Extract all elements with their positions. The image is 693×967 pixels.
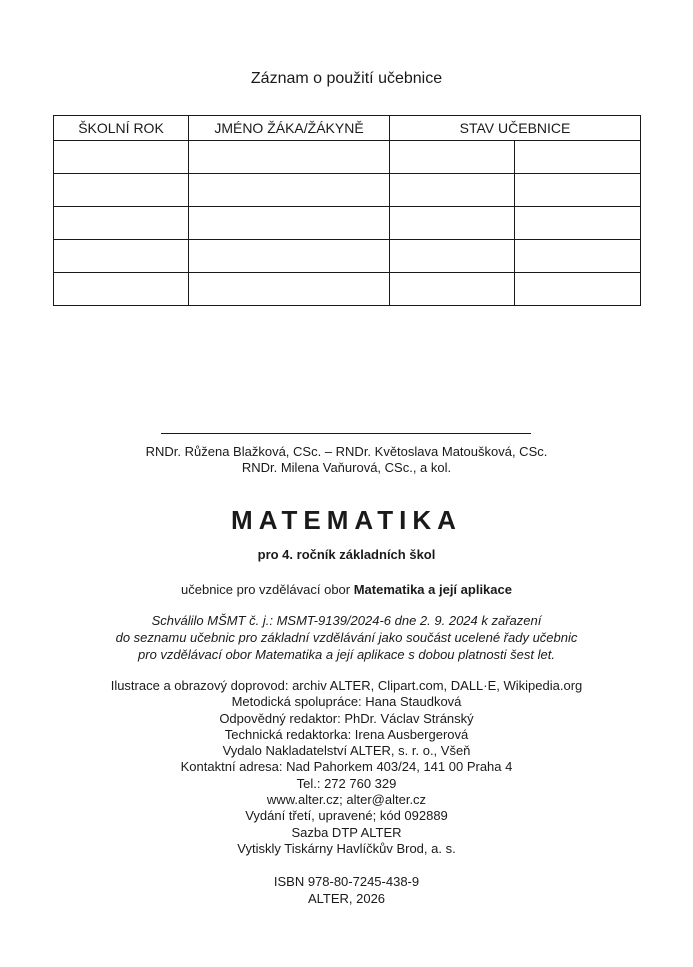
table-cell (189, 141, 390, 174)
table-cell (54, 240, 189, 273)
divider-rule (161, 433, 531, 434)
table-row (54, 207, 641, 240)
table-cell (54, 273, 189, 306)
isbn-line: ISBN 978-80-7245-438-9 (273, 874, 420, 889)
credits-publisher: Vydalo Nakladatelství ALTER, s. r. o., Všeň (222, 743, 471, 759)
table-row (54, 141, 641, 174)
table-cell (515, 273, 641, 306)
subject-line (0, 582, 693, 597)
record-title: Záznam o použití učebnice (250, 70, 443, 87)
isbn-block (0, 874, 693, 907)
header-school-year: ŠKOLNÍ ROK (54, 116, 189, 141)
table-cell (390, 174, 515, 207)
approval-block (0, 612, 693, 663)
credits-edition: Vydání třetí, upravené; kód 092889 (245, 808, 448, 824)
credits-methodology: Metodická spolupráce: Hana Staudková (231, 694, 462, 710)
credits-web: www.alter.cz; alter@alter.cz (266, 792, 427, 808)
table-row (54, 174, 641, 207)
authors-block (0, 444, 693, 476)
table-cell (54, 174, 189, 207)
publisher-year: ALTER, 2026 (307, 890, 386, 906)
credits-illustrations: Ilustrace a obrazový doprovod: archiv ALTER, Clipart.com, DALL·E, Wikipedia.org (110, 678, 583, 693)
credits-block (0, 678, 693, 857)
table-cell (515, 174, 641, 207)
credits-printer: Vytiskly Tiskárny Havlíčkův Brod, a. s. (237, 840, 456, 856)
credits-technical-editor: Technická redaktorka: Irena Ausbergerová (224, 726, 469, 742)
book-title: MATEMATIKA (231, 505, 462, 535)
table-cell (515, 141, 641, 174)
approval-line: pro vzdělávací obor Matematika a její aplikace s dobou platnosti šest let. (138, 647, 555, 662)
book-subtitle: pro 4. ročník základních škol (257, 547, 436, 562)
table-cell (189, 273, 390, 306)
subject-name: Matematika a její aplikace (353, 582, 512, 597)
credits-editor: Odpovědný redaktor: PhDr. Václav Stránský (219, 710, 474, 726)
header-book-condition: STAV UČEBNICE (390, 116, 641, 141)
approval-line: do seznamu učebnic pro základní vzdělávání jako součást ucelené řady učebnic (115, 630, 578, 645)
table-cell (390, 273, 515, 306)
table-cell (54, 141, 189, 174)
usage-record-table (53, 115, 641, 306)
table-row (54, 273, 641, 306)
authors-line: RNDr. Milena Vaňurová, CSc., a kol. (241, 460, 452, 475)
credits-phone: Tel.: 272 760 329 (296, 775, 397, 791)
table-cell (189, 207, 390, 240)
table-cell (390, 207, 515, 240)
credits-address: Kontaktní adresa: Nad Pahorkem 403/24, 141 00 Praha 4 (180, 759, 513, 775)
table-cell (189, 174, 390, 207)
header-student-name: JMÉNO ŽÁKA/ŽÁKYNĚ (189, 116, 390, 141)
table-cell (515, 240, 641, 273)
table-cell (390, 240, 515, 273)
table-cell (189, 240, 390, 273)
subject-prefix: učebnice pro vzdělávací obor (181, 582, 354, 597)
table-cell (515, 207, 641, 240)
table-cell (54, 207, 189, 240)
authors-line: RNDr. Růžena Blažková, CSc. – RNDr. Květoslava Matoušková, CSc. (145, 444, 548, 459)
table-cell (390, 141, 515, 174)
credits-typesetting: Sazba DTP ALTER (291, 824, 402, 840)
approval-line: Schválilo MŠMT č. j.: MSMT-9139/2024-6 dne 2. 9. 2024 k zařazení (151, 613, 542, 628)
table-header-row (54, 116, 641, 141)
table-row (54, 240, 641, 273)
